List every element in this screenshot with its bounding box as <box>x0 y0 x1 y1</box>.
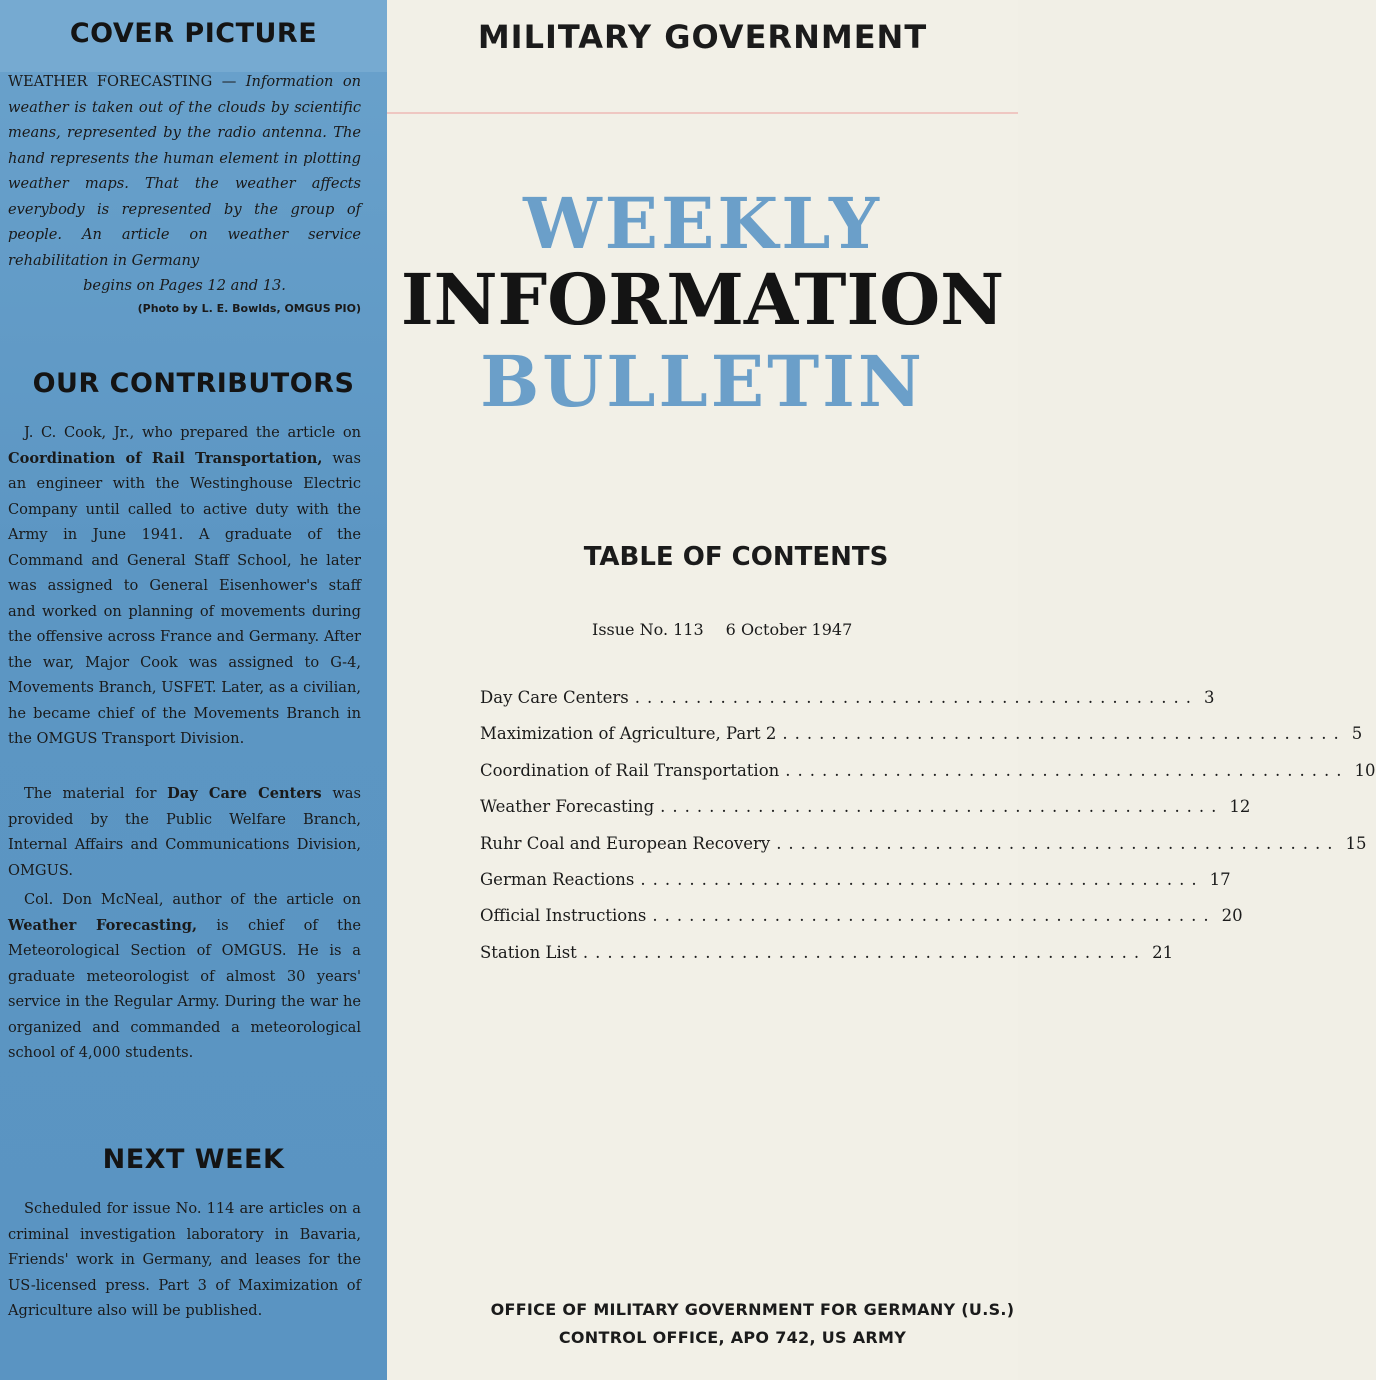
toc-item-title: Ruhr Coal and European Recovery <box>480 833 771 853</box>
p2-text-c: was provided by the Public Welfare Branch, Internal Affairs and Communications Division, OMGUS. <box>8 785 362 879</box>
toc-item-page: 12 <box>1229 797 1251 817</box>
footer-control-line: CONTROL OFFICE, APO 742, US ARMY <box>558 1328 907 1347</box>
next-week-text <box>8 1196 361 1324</box>
toc-item[interactable]: Maximization of Agriculture, Part 2 .............................................. 5 <box>480 724 1363 744</box>
cover-picture-heading: COVER PICTURE <box>69 18 318 49</box>
cover-line-6: by the group of people. An article on <box>8 200 362 243</box>
p1-bold: Coordination of Rail Transportation, <box>8 449 323 467</box>
toc-heading: TABLE OF CONTENTS <box>583 542 889 572</box>
toc-item[interactable]: Official Instructions .............................................. 20 <box>480 906 1243 926</box>
contributors-paragraph-3 <box>8 887 361 1066</box>
toc-item[interactable]: Ruhr Coal and European Recovery .............................................. 15 <box>480 833 1367 853</box>
toc-item-title: German Reactions <box>480 869 635 889</box>
issue-number: Issue No. 113 <box>592 620 704 639</box>
cover-line-2: scientific means, represented by the radio <box>8 98 361 141</box>
cover-line-0: Information <box>245 73 334 90</box>
cover-picture-lead: WEATHER FORECASTING — <box>8 73 237 90</box>
p3-bold: Weather Forecasting, <box>8 916 198 934</box>
title-bulletin: BULLETIN <box>480 340 925 423</box>
cover-last-line: begins on Pages 12 and 13. <box>83 277 286 294</box>
issue-date: 6 October 1947 <box>725 620 853 639</box>
toc-item-page: 21 <box>1152 942 1174 962</box>
cover-line-1: on weather is taken out of the clouds by <box>8 73 362 116</box>
cover-line-5: weather affects everybody is represented <box>8 175 361 218</box>
masthead-military-government: MILITARY GOVERNMENT <box>477 18 928 56</box>
toc-item-title: Coordination of Rail Transportation <box>480 760 780 780</box>
p1-text-a: J. C. Cook, Jr., who prepared the article on <box>24 424 361 441</box>
toc-item-page: 20 <box>1221 906 1243 926</box>
p2-text-a: The material for <box>24 785 168 802</box>
masthead-rule <box>387 112 1018 114</box>
toc-item-page: 10 <box>1354 760 1376 780</box>
toc-item[interactable]: Weather Forecasting .............................................. 12 <box>480 797 1251 817</box>
toc-item[interactable]: Day Care Centers .............................................. 3 <box>480 688 1215 707</box>
contributors-paragraph-2 <box>8 781 361 883</box>
cover-picture-text <box>8 69 361 299</box>
cover-line-4: element in plotting weather maps. That the <box>8 149 362 192</box>
p3-text-c: is chief of the Meteorological Section of OMGUS. He is a graduate meteorologist of almost 30 years' service in the Regular Army. During the war he organized and commanded a meteorological school of 4,000 students. <box>8 916 362 1061</box>
toc-item-title: Maximization of Agriculture, Part 2 <box>480 724 777 744</box>
next-week-heading: NEXT WEEK <box>102 1144 285 1175</box>
photo-credit: (Photo by L. E. Bowlds, OMGUS PIO) <box>137 302 361 315</box>
toc-list <box>480 688 1376 979</box>
cover-line-7: weather service rehabilitation in Germany <box>8 226 361 269</box>
title-weekly: WEEKLY <box>523 182 882 265</box>
toc-item-page: 15 <box>1345 833 1367 853</box>
toc-item-page: 3 <box>1204 688 1215 707</box>
toc-item-page: 17 <box>1209 869 1231 889</box>
toc-item[interactable]: Station List .............................................. 21 <box>480 942 1174 962</box>
toc-item-title: Official Instructions <box>480 906 647 926</box>
toc-item-page: 5 <box>1351 724 1363 744</box>
issue-line <box>592 620 874 639</box>
p2-bold: Day Care Centers <box>167 785 322 802</box>
toc-item-title: Day Care Centers <box>480 688 629 707</box>
footer-office-line: OFFICE OF MILITARY GOVERNMENT FOR GERMANY (U.S.) <box>490 1300 1015 1319</box>
next-week-body: Scheduled for issue No. 114 are articles on a criminal investigation laboratory in Bavaria, Friends' work in Germany, and leases for the US-licensed press. Part 3 of Maximization of Agriculture also will be published. <box>8 1200 361 1319</box>
p1-text-c: was an engineer with the Westinghouse Electric Company until called to active duty with the Army in June 1941. A graduate of the Command and General Staff School, he later was assigned to General Eisenhower's staff and worked on planning of movements during the offensive across France and Germany. After the war, Major Cook was assigned to G-4, Movements Branch, USFET. Later, as a civilian, he became chief of the Movements Branch in the OMGUS Transport Division. <box>8 449 361 747</box>
toc-item[interactable]: Coordination of Rail Transportation .............................................. 10 <box>480 760 1376 780</box>
contributors-paragraph-1 <box>8 420 361 752</box>
toc-item-title: Station List <box>480 942 577 962</box>
contributors-heading: OUR CONTRIBUTORS <box>32 368 355 399</box>
toc-item-title: Weather Forecasting <box>480 797 655 817</box>
title-information: INFORMATION <box>400 258 1005 341</box>
cover-line-3: antenna. The hand represents the human <box>8 124 362 167</box>
p3-text-a: Col. Don McNeal, author of the article on <box>24 891 361 908</box>
toc-item[interactable]: German Reactions .............................................. 17 <box>480 869 1231 889</box>
